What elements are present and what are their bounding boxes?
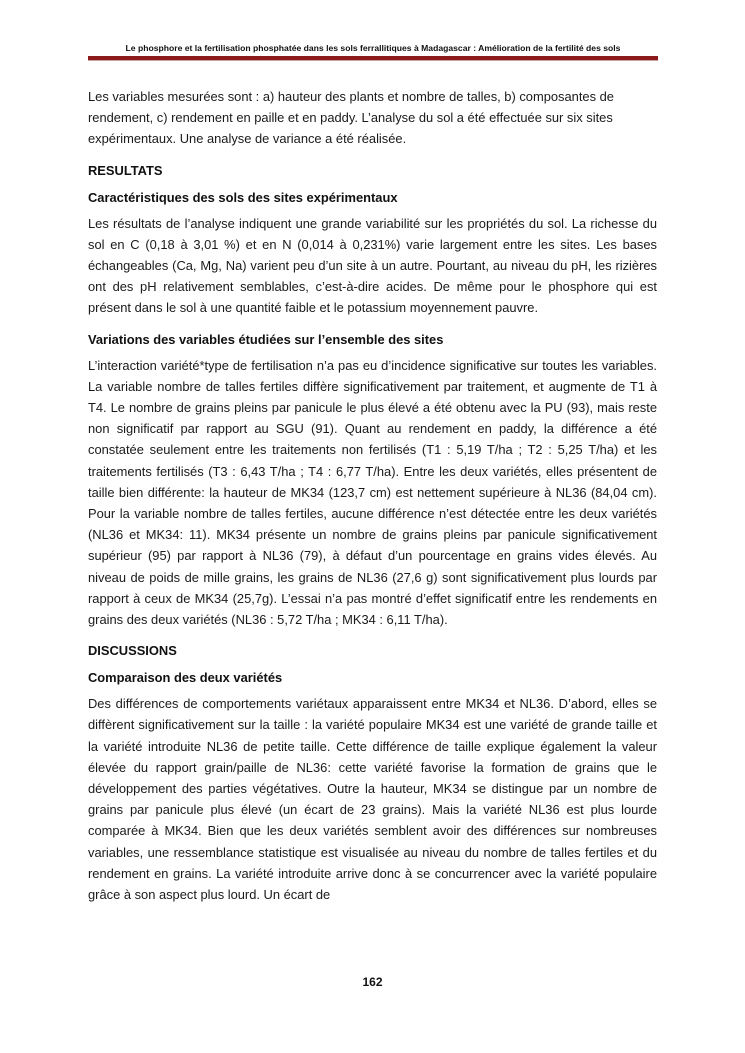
variables-variation-paragraph: L’interaction variété*type de fertilisation n’a pas eu d’incidence significative sur toutes les variables. La variable nombre de talles fertiles diffère significativement par traitement, et augmente de T1 à T4. Le nombre de grains pleins par panicule le plus élevé a été obtenu avec la PU (93), mais reste non significatif par rapport au SGU (91). Quant au rendement en paddy, la différence a été constatée seulement entre les traitements non fertilisés (T1 : 5,19 T/ha ; T2 : 5,25 T/ha) et les traitements fertilisés (T3 : 6,43 T/ha ; T4 : 6,77 T/ha). Entre les deux variétés, elles présentent de taille bien différente: la hauteur de MK34 (123,7 cm) est nettement supérieure à NL36 (84,04 cm). Pour la variable nombre de talles fertiles, aucune différence n’est détectée entre les deux variétés (NL36 et MK34: 11). MK34 présente un nombre de grains pleins par panicule significativement supérieur (95) par rapport à NL36 (79), à défaut d’un pourcentage en grains vides élevés. Au niveau de poids de mille grains, les grains de NL36 (27,6 g) sont significativement plus lourds par rapport à ceux de MK34 (25,7g). L’essai n’a pas montré d’effet significatif entre les rendements en grains des deux variétés (NL36 : 5,72 T/ha ; MK34 : 6,11 T/ha). xyxy=(88,357,657,628)
soil-characteristics-paragraph: Les résultats de l’analyse indiquent une grande variabilité sur les propriétés du sol. La richesse du sol en C (0,18 à 3,01 %) et en N (0,014 à 0,231%) varie largement entre les sites. Les bases échangeables (Ca, Mg, Na) varient peu d’un site à un autre. Pourtant, au niveau du pH, les rizières ont des pH relativement semblables, c’est-à-dire acides. De même pour le phosphore qui est présent dans le sol à une quantité faible et le potassium moyennement pauvre. xyxy=(88,215,657,316)
varieties-comparison-heading: Comparaison des deux variétés xyxy=(88,670,283,686)
varieties-comparison-paragraph: Des différences de comportements variétaux apparaissent entre MK34 et NL36. D’abord, elles se diffèrent significativement sur la taille : la variété populaire MK34 est une variété de grande taille et la variété introduite NL36 de petite taille. Cette différence de taille explique également la valeur élevée du rapport grain/paille de NL36: cette variété favorise la formation de grains que le développement des parties végétatives. Outre la hauteur, MK34 se distingue par un nombre de grains par panicule plus élevé (un écart de 23 grains). Mais la variété NL36 est plus lourde comparée à MK34. Bien que les deux variétés semblent avoir des différences sur nombreuses variables, une ressemblance statistique est visualisée au niveau du nombre de talles fertiles et du rendement en grains. La variété introduite arrive donc à se concurrencer avec la variété populaire grâce à son aspect plus lourd. Un écart de xyxy=(88,696,657,903)
resultats-heading: RESULTATS xyxy=(88,162,163,178)
running-header: Le phosphore et la fertilisation phosphatée dans les sols ferrallitiques à Madagascar : Amélioration de la fertilité des sols xyxy=(125,43,621,53)
page-content xyxy=(88,86,657,915)
header-rule xyxy=(88,56,658,61)
intro-paragraph: Les variables mesurées sont : a) hauteur des plants et nombre de talles, b) composantes de rendement, c) rendement en paille et en paddy. L’analyse du sol a été effectuée sur six sites expérimentaux. Une analyse de variance a été réalisée. xyxy=(88,89,614,147)
discussions-heading: DISCUSSIONS xyxy=(88,643,177,659)
page-number: 162 xyxy=(362,975,383,989)
soil-characteristics-heading: Caractéristiques des sols des sites expérimentaux xyxy=(88,189,398,205)
variables-variation-heading: Variations des variables étudiées sur l’ensemble des sites xyxy=(88,331,444,347)
